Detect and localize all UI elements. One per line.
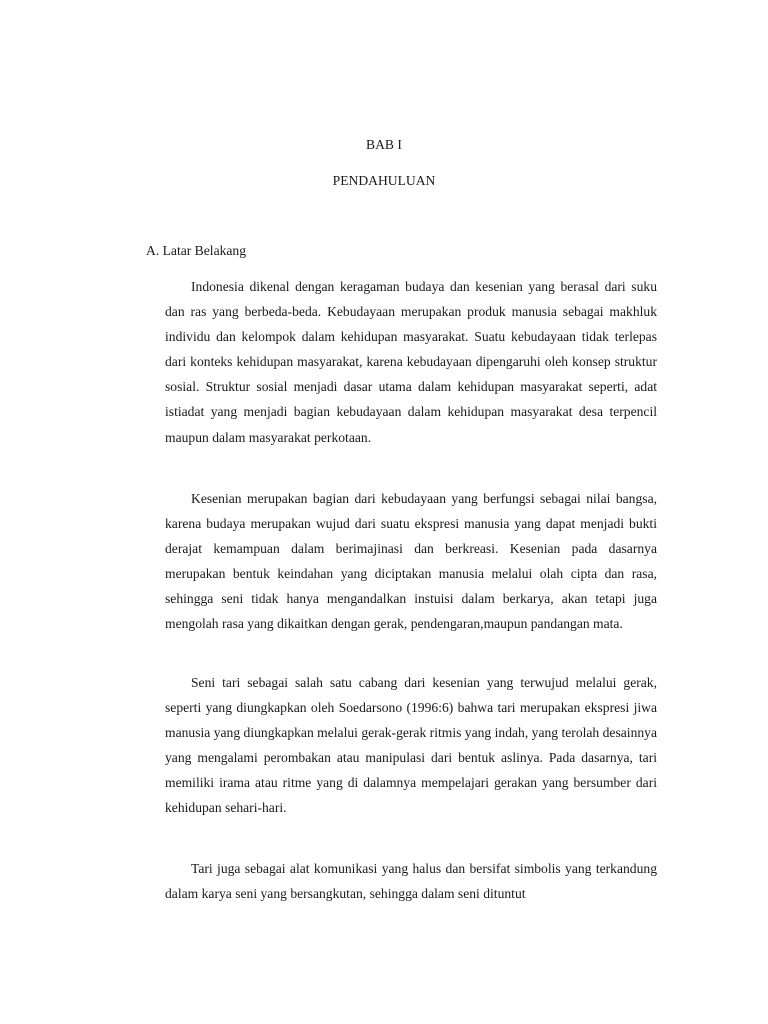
body-paragraph: Seni tari sebagai salah satu cabang dari kesenian yang terwujud melalui gerak, seperti yang diungkapkan oleh Soedarsono (1996:6) bahwa tari merupakan ekspresi jiwa manusia yang diungkapkan melalui gerak-gerak ritmis yang indah, yang terolah desainnya yang mengalami perombakan atau manipulasi dari bentuk aslinya. Pada dasarnya, tari memiliki irama atau ritme yang di dalamnya mempelajari gerakan yang bersumber dari kehidupan sehari-hari.: [165, 675, 657, 816]
body-paragraph: Tari juga sebagai alat komunikasi yang halus dan bersifat simbolis yang terkandung dalam karya seni yang bersangkutan, sehingga dalam seni dituntut: [165, 861, 657, 902]
chapter-number: BAB I: [366, 137, 402, 152]
body-paragraph: Indonesia dikenal dengan keragaman budaya dan kesenian yang berasal dari suku dan ras yang berbeda-beda. Kebudayaan merupakan produk manusia sebagai makhluk individu dan kelompok dalam kehidupan masyarakat. Suatu kebudayaan tidak terlepas dari konteks kehidupan masyarakat, karena kebudayaan dipengaruhi oleh konsep struktur sosial. Struktur sosial menjadi dasar utama dalam kehidupan masyarakat seperti, adat istiadat yang menjadi bagian kebudayaan dalam kehidupan masyarakat desa terpencil maupun dalam masyarakat perkotaan.: [165, 279, 657, 445]
chapter-title: PENDAHULUAN: [332, 173, 436, 188]
body-paragraph: Kesenian merupakan bagian dari kebudayaan yang berfungsi sebagai nilai bangsa, karena budaya merupakan wujud dari suatu ekspresi manusia yang dapat menjadi bukti derajat kemampuan dalam berimajinasi dan berkreasi. Kesenian pada dasarnya merupakan bentuk keindahan yang diciptakan manusia melalui olah cipta dan rasa, sehingga seni tidak hanya mengandalkan instuisi dalam berkarya, akan tetapi juga mengolah rasa yang dikaitkan dengan gerak, pendengaran,maupun pandangan mata.: [165, 491, 657, 632]
section-heading: A. Latar Belakang: [146, 243, 247, 258]
